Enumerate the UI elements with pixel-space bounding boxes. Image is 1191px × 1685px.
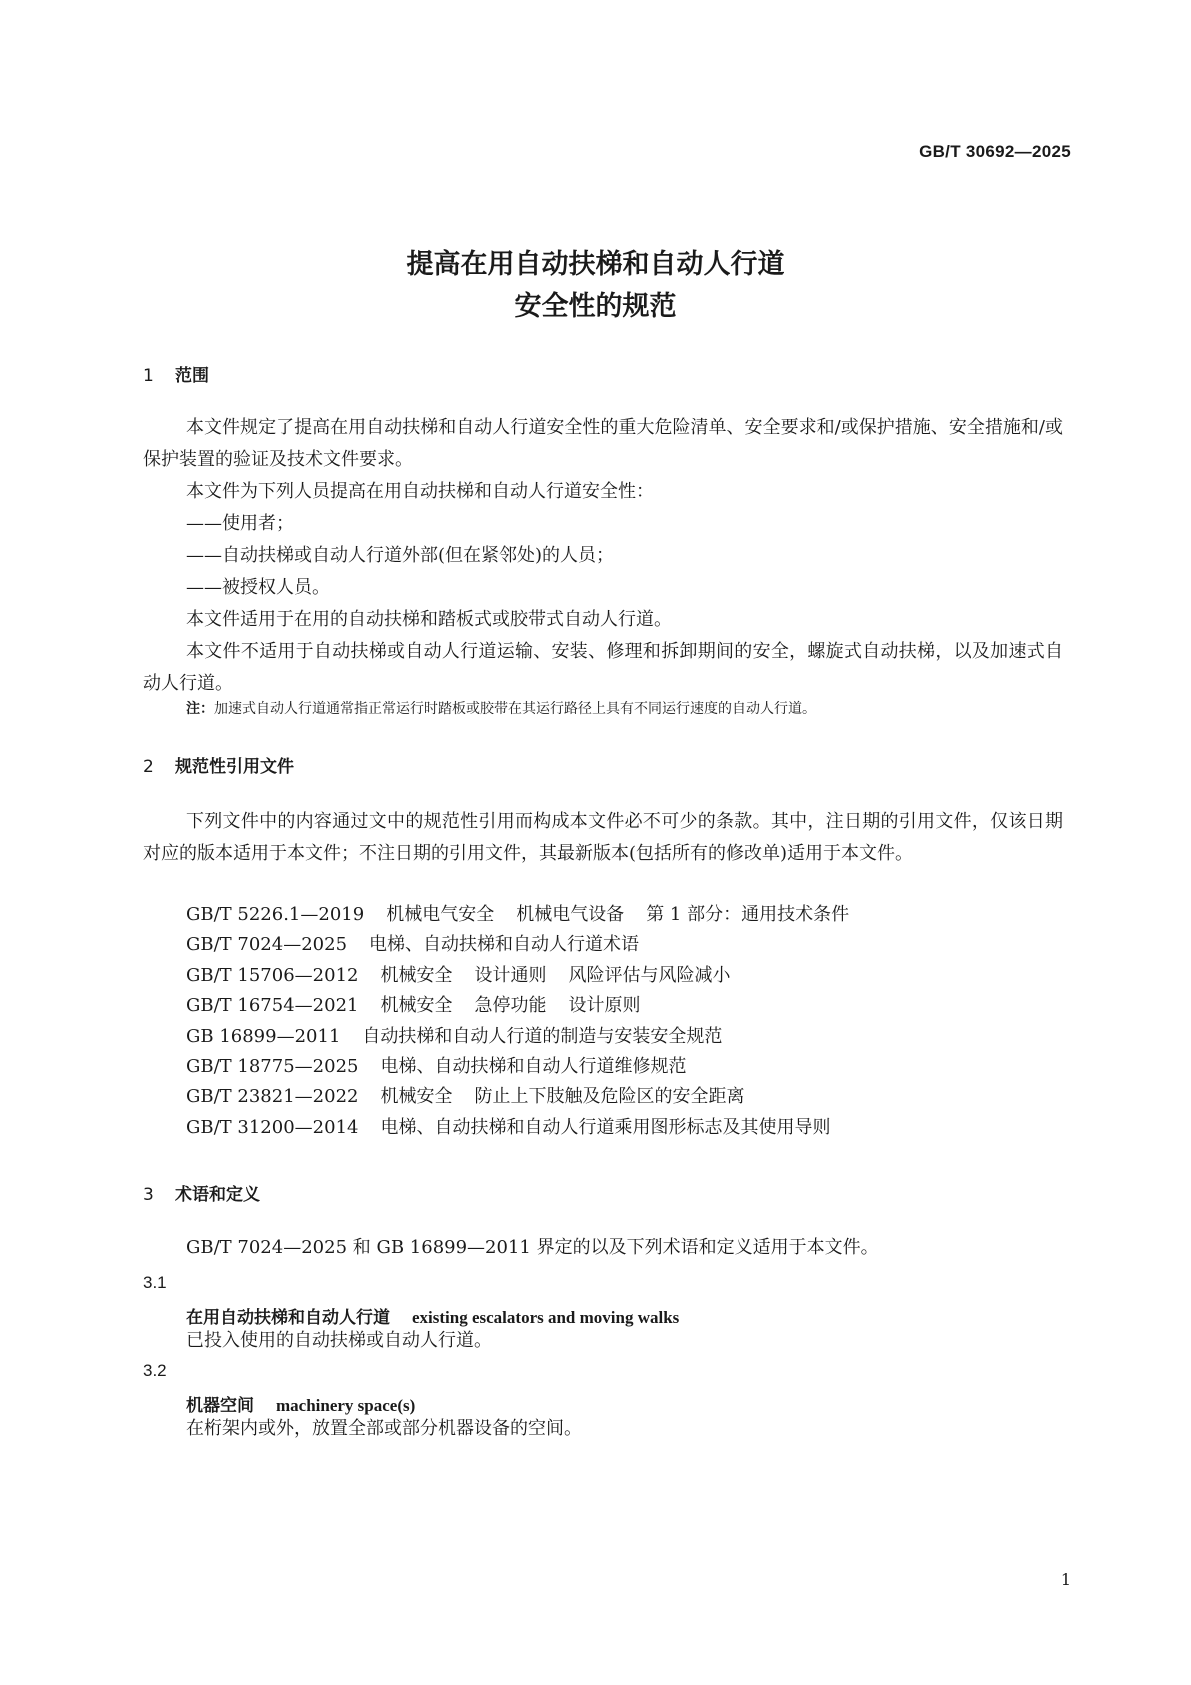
section-1-heading (143, 361, 209, 386)
reference-title-part: 机械电气设备 (516, 904, 625, 925)
section-2-paragraph-1: 下列文件中的内容通过文中的规范性引用而构成本文件必不可少的条款。其中，注日期的引用文件，仅该日期对应的版本适用于本文件；不注日期的引用文件，其最新版本(包括所有的修改单)适用于本文件。 (143, 811, 1063, 864)
reference-title-part: 机械安全 (380, 995, 453, 1016)
reference-item (186, 1081, 744, 1113)
term-chinese: 机器空间 (186, 1396, 254, 1416)
list-item: ——被授权人员。 (186, 577, 330, 598)
section-number: 2 (143, 757, 154, 777)
section-1-paragraph-1: 本文件规定了提高在用自动扶梯和自动人行道安全性的重大危险清单、安全要求和/或保护措施、安全措施和/或保护装置的验证及技术文件要求。 (143, 417, 1063, 470)
note (186, 697, 816, 721)
section-number: 3 (143, 1185, 154, 1205)
section-title: 范围 (175, 366, 209, 386)
term-english: machinery space(s) (276, 1396, 416, 1415)
list-item: ——自动扶梯或自动人行道外部(但在紧邻处)的人员； (186, 545, 615, 566)
section-1-paragraph-3: 本文件适用于在用的自动扶梯和踏板式或胶带式自动人行道。 (186, 609, 672, 630)
title-line-1: 提高在用自动扶梯和自动人行道 (406, 249, 785, 280)
note-text: 加速式自动人行道通常指正常运行时踏板或胶带在其运行路径上具有不同运行速度的自动人行道。 (214, 701, 816, 717)
reference-title-part: 自动扶梯和自动人行道的制造与安装安全规范 (362, 1026, 723, 1047)
reference-code: GB/T 7024—2025 (186, 934, 348, 955)
reference-code: GB/T 23821—2022 (186, 1086, 359, 1107)
term-number: 3.1 (143, 1273, 167, 1292)
section-2-heading (143, 752, 294, 777)
reference-item (186, 899, 849, 931)
section-3-intro: GB/T 7024—2025 和 GB 16899—2011 界定的以及下列术语和定义适用于本文件。 (186, 1237, 879, 1258)
reference-title-part: 机械安全 (380, 965, 453, 986)
reference-title-part: 急停功能 (474, 995, 547, 1016)
reference-item (186, 1021, 722, 1053)
section-1-paragraph-2: 本文件为下列人员提高在用自动扶梯和自动人行道安全性： (186, 481, 654, 502)
reference-title-part: 电梯、自动扶梯和自动人行道维修规范 (380, 1056, 687, 1077)
reference-title-part: 风险评估与风险减小 (568, 965, 731, 986)
reference-title-part: 第 1 部分：通用技术条件 (646, 904, 850, 925)
reference-item (186, 1051, 686, 1083)
reference-title-part: 设计通则 (474, 965, 547, 986)
list-item: ——使用者； (186, 513, 294, 534)
section-number: 1 (143, 366, 154, 386)
reference-code: GB/T 5226.1—2019 (186, 904, 365, 925)
reference-item (186, 990, 640, 1022)
page-number: 1 (1060, 1570, 1071, 1589)
reference-code: GB 16899—2011 (186, 1026, 341, 1047)
reference-title-part: 机械安全 (380, 1086, 453, 1107)
document-title (0, 244, 1191, 328)
section-title: 规范性引用文件 (175, 757, 294, 777)
reference-item (186, 929, 639, 961)
term-english: existing escalators and moving walks (412, 1308, 680, 1327)
section-3-heading (143, 1180, 260, 1205)
standard-code: GB/T 30692—2025 (919, 142, 1071, 161)
reference-item (186, 1112, 830, 1144)
reference-title-part: 防止上下肢触及危险区的安全距离 (474, 1086, 745, 1107)
reference-code: GB/T 18775—2025 (186, 1056, 359, 1077)
term-number: 3.2 (143, 1361, 167, 1380)
section-1-paragraph-4: 本文件不适用于自动扶梯或自动人行道运输、安装、修理和拆卸期间的安全，螺旋式自动扶梯，以及加速式自动人行道。 (143, 641, 1063, 694)
reference-code: GB/T 16754—2021 (186, 995, 359, 1016)
term-definition: 已投入使用的自动扶梯或自动人行道。 (186, 1330, 492, 1351)
reference-item (186, 960, 730, 992)
reference-title-part: 机械电气安全 (386, 904, 495, 925)
reference-title-part: 设计原则 (568, 995, 641, 1016)
term-definition: 在桁架内或外，放置全部或部分机器设备的空间。 (186, 1418, 582, 1439)
reference-title-part: 电梯、自动扶梯和自动人行道术语 (369, 934, 640, 955)
reference-title-part: 电梯、自动扶梯和自动人行道乘用图形标志及其使用导则 (380, 1117, 831, 1138)
term-chinese: 在用自动扶梯和自动人行道 (186, 1308, 390, 1328)
section-title: 术语和定义 (175, 1185, 260, 1205)
reference-code: GB/T 31200—2014 (186, 1117, 359, 1138)
reference-code: GB/T 15706—2012 (186, 965, 359, 986)
note-label: 注： (186, 701, 214, 717)
title-line-2: 安全性的规范 (514, 291, 677, 322)
